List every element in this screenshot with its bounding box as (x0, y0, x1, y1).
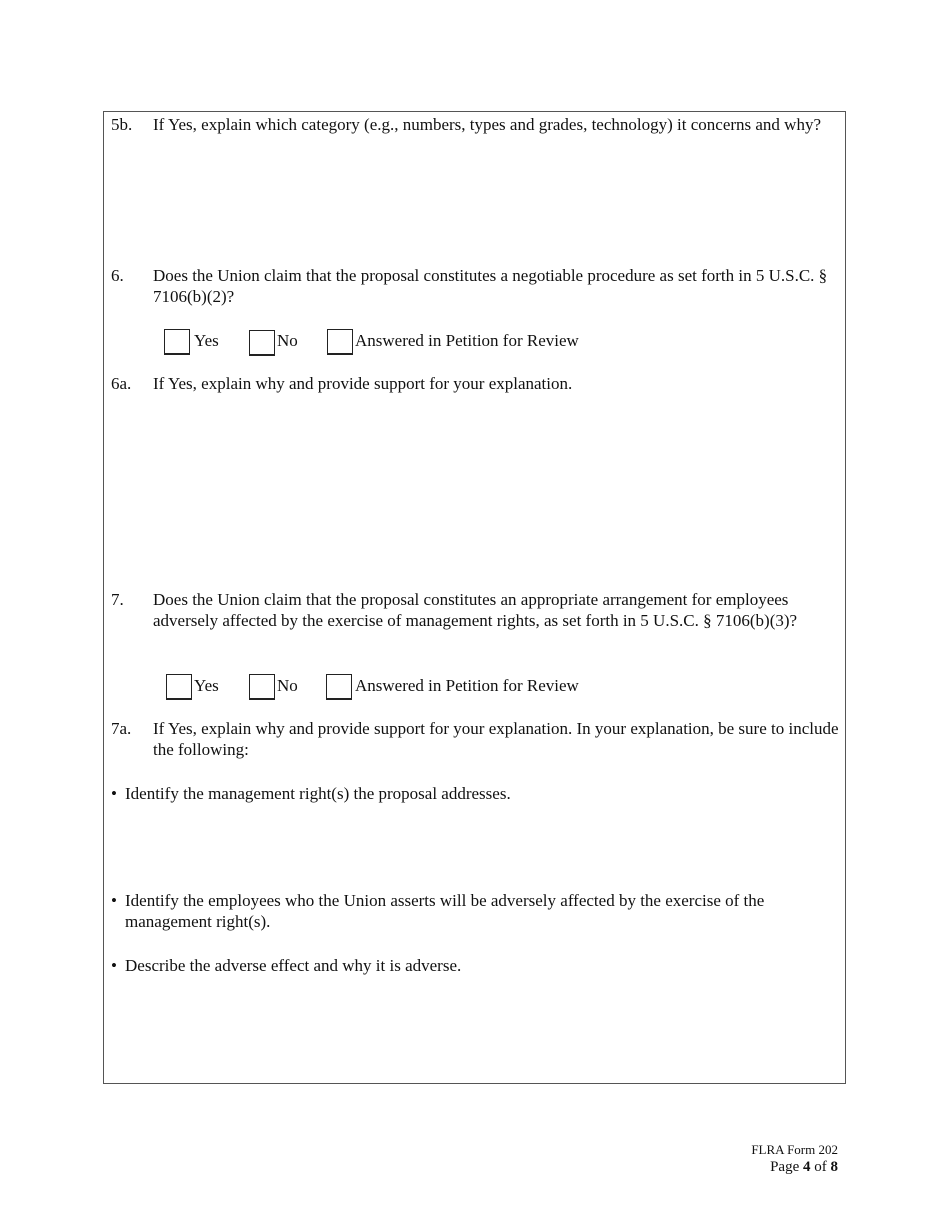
bullet-icon: • (111, 891, 117, 910)
form-name: FLRA Form 202 (751, 1142, 838, 1157)
question-text: If Yes, explain which category (e.g., numbers, types and grades, technology) it concerns and why? (153, 115, 822, 134)
q6-answered-checkbox[interactable] (327, 329, 353, 355)
question-text: Does the Union claim that the proposal constitutes an appropriate arrangement for employees adversely affected by the exercise of management rights, as set forth in 5 U.S.C. § 7106(b)(3)? (153, 590, 798, 630)
yes-label: Yes (194, 676, 219, 695)
question-number: 5b. (111, 115, 133, 134)
q6-no-checkbox[interactable] (249, 330, 275, 356)
question-number: 6a. (111, 374, 132, 393)
question-number: 7. (111, 590, 124, 609)
yes-label: Yes (194, 331, 219, 350)
question-text: If Yes, explain why and provide support for your explanation. In your explanation, be sure to include the following: (153, 719, 839, 759)
bullet-text: Identify the management right(s) the proposal addresses. (125, 784, 511, 803)
q6-yes-checkbox[interactable] (164, 329, 190, 355)
page-current: 4 (803, 1159, 811, 1175)
page-total: 8 (830, 1159, 838, 1175)
q7-answered-checkbox[interactable] (326, 674, 352, 700)
question-text: Does the Union claim that the proposal constitutes a negotiable procedure as set forth in 5 U.S.C. § 7106(b)(2)? (153, 266, 828, 306)
page-prefix: Page (770, 1159, 800, 1175)
page-number (751, 1158, 838, 1176)
answered-label: Answered in Petition for Review (355, 331, 579, 350)
question-number: 6. (111, 266, 124, 285)
page-footer (751, 1142, 838, 1176)
no-label: No (277, 676, 298, 695)
bullet-text: Describe the adverse effect and why it is adverse. (125, 956, 462, 975)
bullet-text: Identify the employees who the Union asserts will be adversely affected by the exercise of the management right(s). (125, 891, 765, 931)
question-text: If Yes, explain why and provide support for your explanation. (153, 374, 573, 393)
bullet-icon: • (111, 784, 117, 803)
no-label: No (277, 331, 298, 350)
q7-yes-checkbox[interactable] (166, 674, 192, 700)
bullet-icon: • (111, 956, 117, 975)
question-number: 7a. (111, 719, 132, 738)
answered-label: Answered in Petition for Review (355, 676, 579, 695)
q7-no-checkbox[interactable] (249, 674, 275, 700)
page-of: of (814, 1159, 827, 1175)
